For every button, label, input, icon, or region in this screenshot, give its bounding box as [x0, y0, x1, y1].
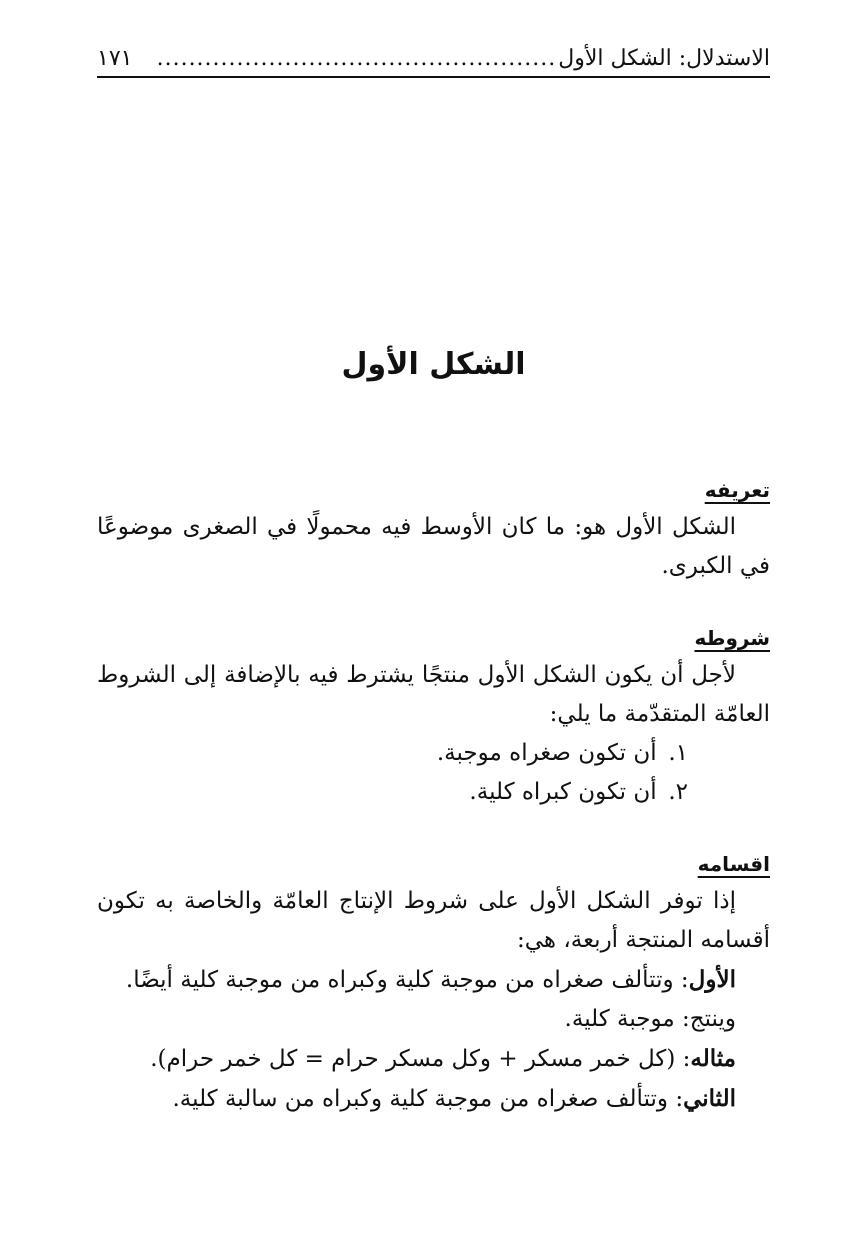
definition-paragraph: الشكل الأول هو: ما كان الأوسط فيه محمولًا في الصغرى موضوعًا في الكبرى. — [97, 514, 770, 579]
page-body — [97, 472, 770, 1119]
list-item-number: ١. — [668, 740, 688, 766]
division-text: : وتتألف صغراه من موجبة كلية وكبراه من موجبة كلية أيضًا. — [125, 967, 689, 993]
conditions-paragraph: لأجل أن يكون الشكل الأول منتجًا يشترط فيه بالإضافة إلى الشروط العامّة المتقدّمة ما يلي: — [97, 662, 770, 727]
list-item — [97, 734, 688, 773]
division-text: : (كل خمر مسكر + وكل مسكر حرام = كل خمر حرام). — [150, 1046, 691, 1072]
division-label: الأول — [688, 966, 736, 993]
chapter-title: الشكل الأول — [341, 347, 526, 383]
division-label: مثاله — [690, 1045, 736, 1072]
division-line — [97, 1079, 770, 1119]
division-text: : وتتألف صغراه من موجبة كلية وكبراه من سالبة كلية. — [172, 1086, 684, 1112]
divisions-paragraph: إذا توفر الشكل الأول على شروط الإنتاج العامّة والخاصة به تكون أقسامه المنتجة أربعة، هي: — [97, 888, 770, 953]
division-line — [97, 1039, 770, 1079]
section-heading-conditions: شروطه — [694, 626, 770, 650]
header-leader-dots: .................................................. — [156, 46, 557, 71]
section-heading-divisions: اقسامه — [697, 852, 770, 876]
section-divisions — [97, 846, 770, 1119]
page-number: ١٧١ — [97, 46, 133, 71]
conditions-list — [97, 734, 770, 812]
division-line — [97, 960, 770, 1000]
section-heading-definition: تعريفه — [704, 478, 770, 502]
header-title: الاستدلال: الشكل الأول — [558, 46, 770, 71]
list-item-text: أن تكون صغراه موجبة. — [436, 740, 657, 766]
section-definition — [97, 472, 770, 586]
running-header — [97, 40, 770, 78]
division-text: وينتج: موجبة كلية. — [564, 1006, 736, 1032]
list-item — [97, 773, 688, 812]
list-item-text: أن تكون كبراه كلية. — [469, 779, 657, 805]
division-line — [97, 1000, 770, 1039]
list-item-number: ٢. — [668, 779, 688, 805]
section-conditions — [97, 620, 770, 812]
division-label: الثاني — [683, 1085, 736, 1112]
